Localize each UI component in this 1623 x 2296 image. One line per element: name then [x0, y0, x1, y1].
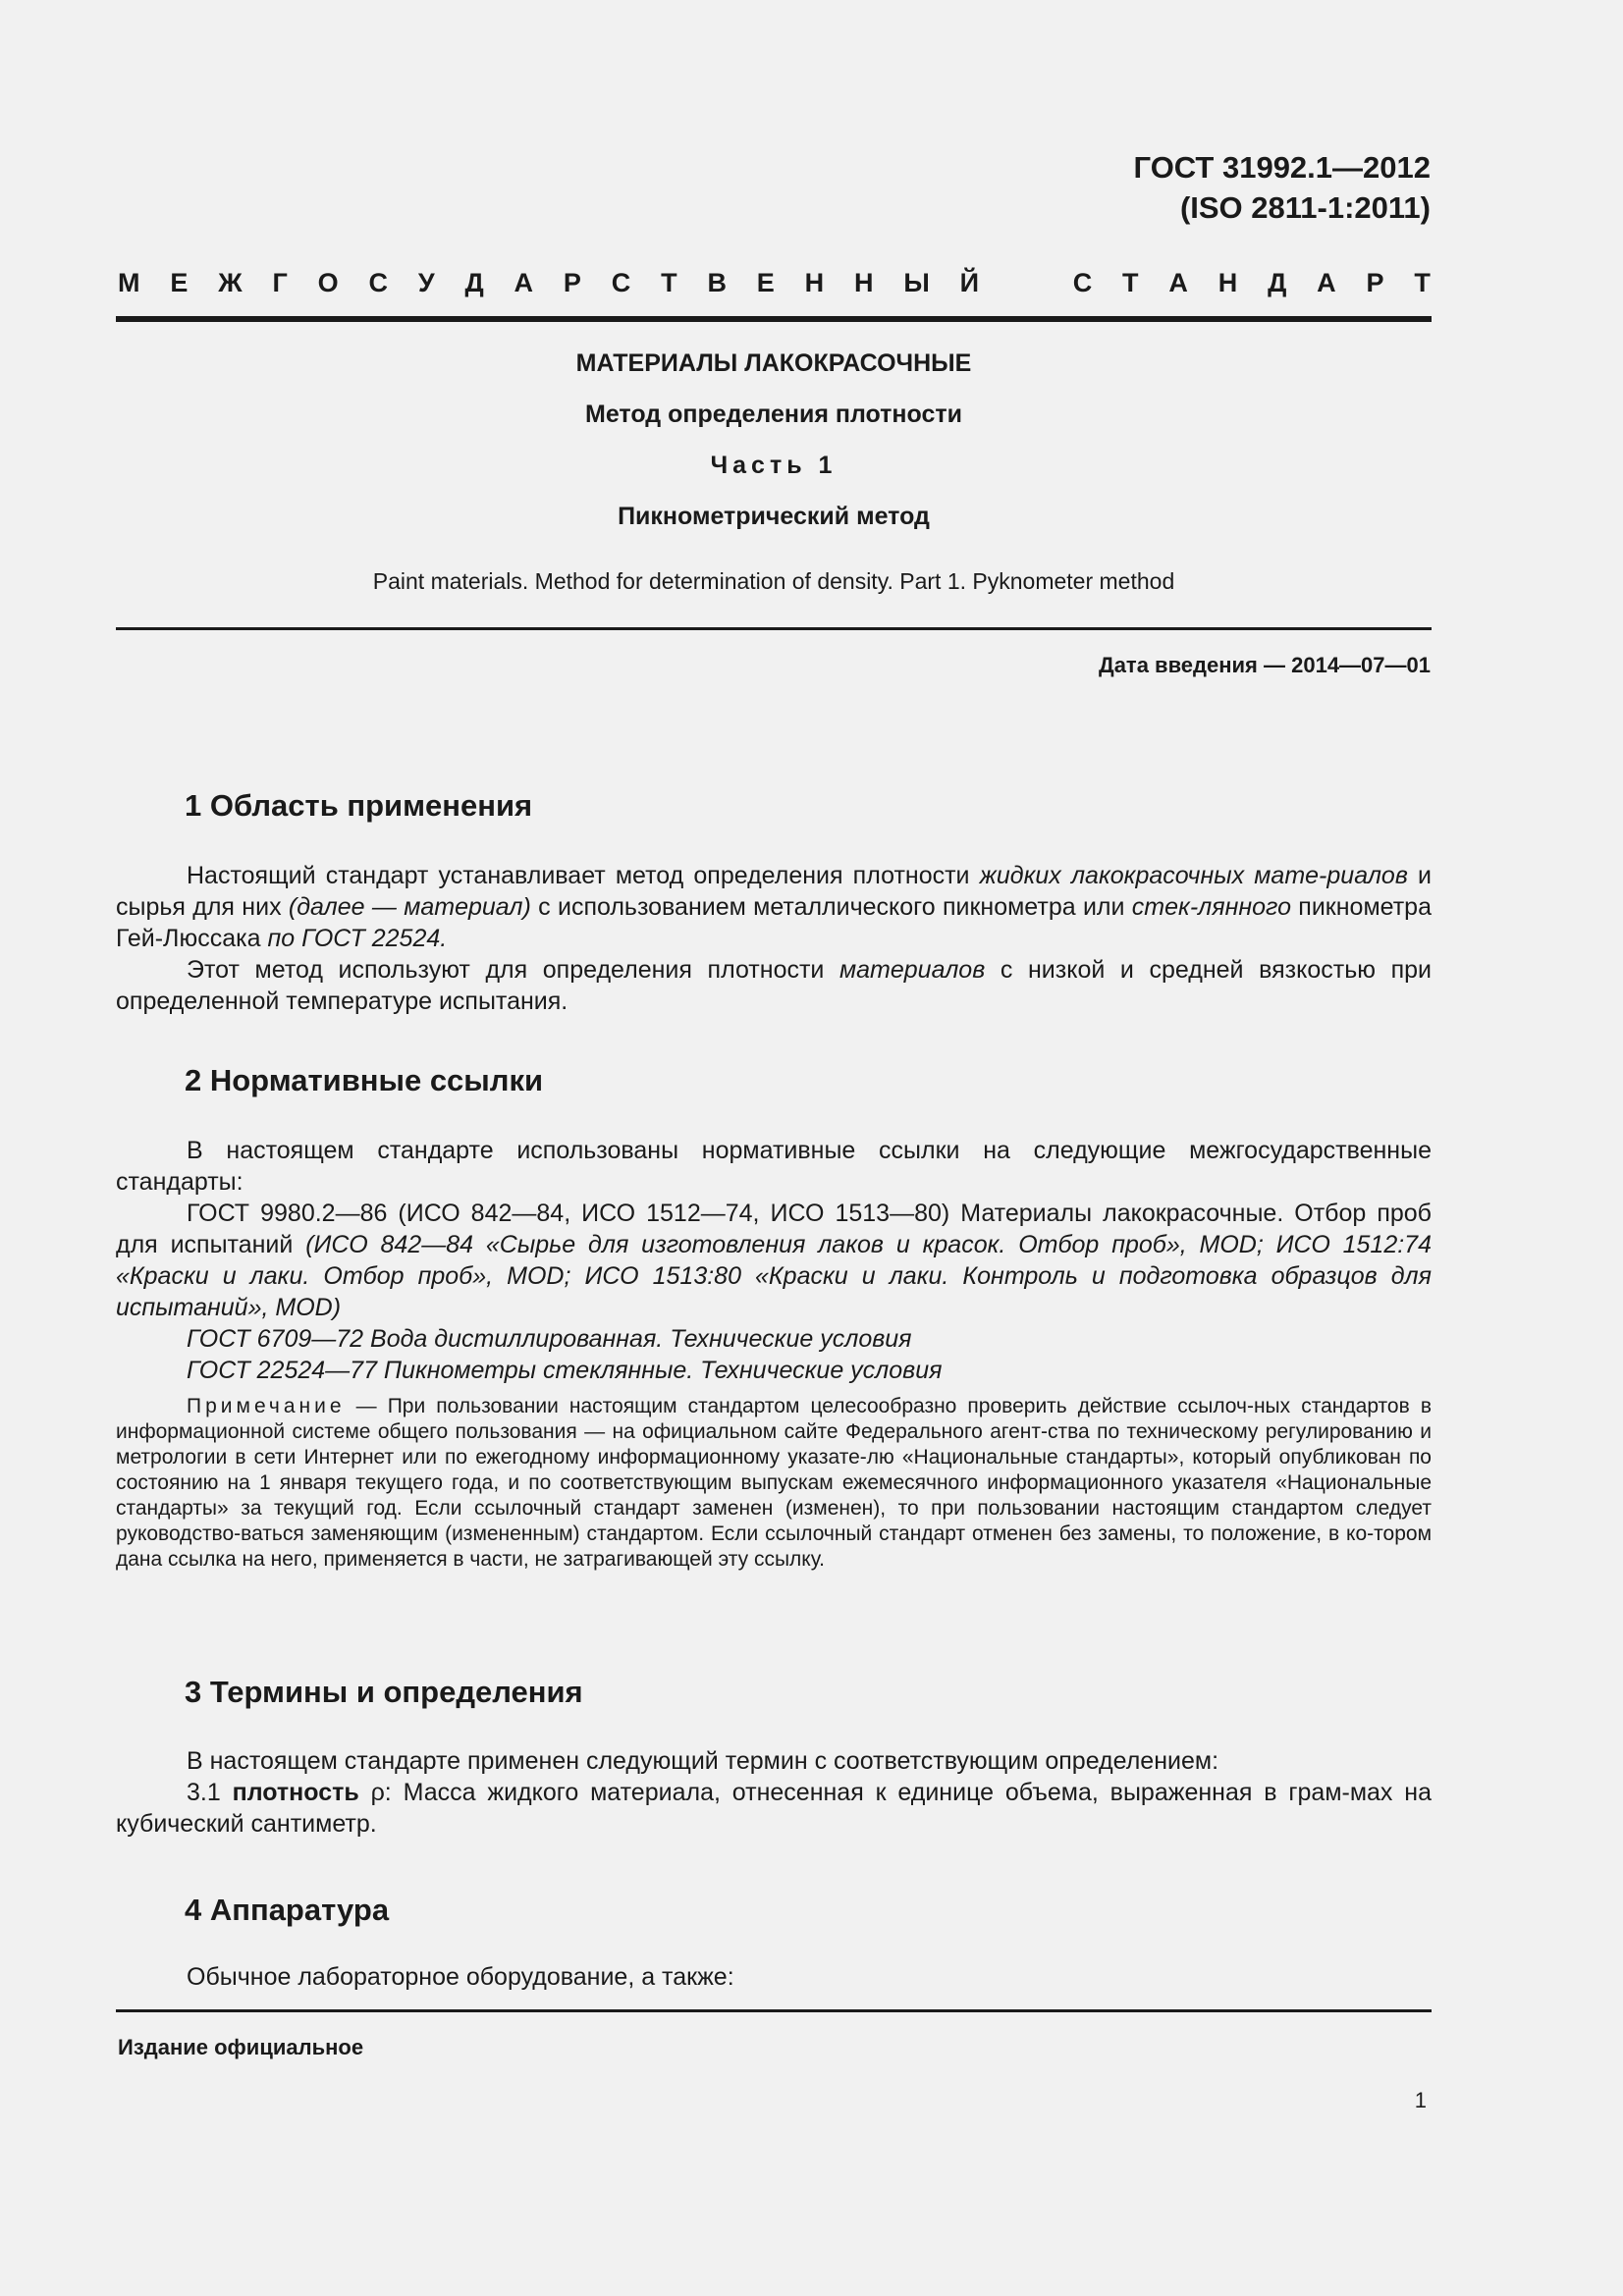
text-run-italic: по ГОСТ 22524. — [267, 925, 448, 952]
section-1-heading: 1 Область применения — [185, 788, 533, 823]
banner-letter: Д — [464, 267, 484, 297]
text-run: и сырья для них — [116, 862, 1432, 921]
banner-letter: Т — [1414, 267, 1431, 297]
banner-letter: У — [417, 267, 435, 297]
banner-letter: Н — [1217, 267, 1238, 297]
section-2-heading: 2 Нормативные ссылки — [185, 1063, 544, 1097]
text-run: Настоящий стандарт устанавливает метод определения плотности — [187, 862, 980, 889]
note-label: Примечание — [187, 1395, 346, 1417]
banner-letter: Д — [1268, 267, 1287, 297]
section-4-paragraph-1: Обычное лабораторное оборудование, а также: — [187, 1963, 734, 1991]
interstate-standard-banner — [118, 265, 1431, 300]
banner-letter: О — [317, 267, 339, 297]
banner-letter: Р — [563, 267, 581, 297]
text-run: пикнометра Гей-Люссака — [116, 893, 1432, 952]
references-note — [116, 1394, 1432, 1573]
banner-letter: А — [1168, 267, 1188, 297]
banner-letter: Т — [1122, 267, 1139, 297]
section-3-body — [116, 1745, 1432, 1840]
text-run-italic: стек-лянного — [1131, 893, 1291, 921]
banner-letter: Й — [959, 267, 980, 297]
section-1-paragraph-2 — [116, 954, 1432, 1017]
term-word: плотность — [232, 1779, 359, 1806]
title-rule — [116, 627, 1432, 630]
reference-gost-6709 — [116, 1323, 1432, 1355]
section-4-body — [116, 1961, 1432, 1993]
text-run-italic: материалов — [839, 956, 986, 984]
banner-letter: Р — [1366, 267, 1384, 297]
text-run: с низкой и средней вязкостью при определенной температуре испытания. — [116, 956, 1432, 1015]
banner-letter: А — [514, 267, 534, 297]
document-number-iso: (ISO 2811-1:2011) — [1179, 190, 1431, 225]
banner-letter: С — [1072, 267, 1093, 297]
banner-letter: С — [611, 267, 631, 297]
term-symbol: ρ: — [358, 1779, 392, 1806]
title-line-2: Метод определения плотности — [585, 400, 962, 428]
section-4-heading: 4 Аппаратура — [185, 1893, 390, 1927]
section-1-body — [116, 860, 1432, 1017]
banner-letter: Е — [756, 267, 775, 297]
banner-letter: М — [118, 267, 140, 297]
section-3-paragraph-1: В настоящем стандарте применен следующий термин с соответствующим определением: — [187, 1747, 1219, 1775]
banner-letter: Н — [804, 267, 825, 297]
banner-letter: Е — [170, 267, 189, 297]
section-1-paragraph-1 — [116, 860, 1432, 954]
banner-letter: Ж — [218, 267, 243, 297]
title-line-4: Пикнометрический метод — [618, 503, 930, 530]
page-number: 1 — [1414, 2088, 1427, 2112]
banner-letter: Г — [272, 267, 288, 297]
text-run: с использованием металлического пикнометра или — [530, 893, 1132, 921]
banner-letter: Т — [661, 267, 677, 297]
section-2-body — [116, 1135, 1432, 1573]
text-run: ГОСТ 9980.2—86 (ИСО 842—84, ИСО 1512—74, ИСО 1513—80) Материалы лакокрасочные. Отбор проб для испытаний — [116, 1200, 1432, 1258]
text-run: Этот метод используют для определения плотности — [187, 956, 839, 984]
text-run-italic: жидких лакокрасочных мате-риалов — [979, 862, 1408, 889]
text-run-italic: (далее — материал) — [288, 893, 531, 921]
section-2-paragraph-1: В настоящем стандарте использованы нормативные ссылки на следующие межгосударственные стандарты: — [116, 1137, 1432, 1196]
title-part: Часть 1 — [710, 452, 838, 479]
document-number — [1134, 147, 1431, 228]
term-density — [116, 1777, 1432, 1840]
text-run-italic: ГОСТ 22524—77 Пикнометры стеклянные. Технические условия — [187, 1357, 943, 1384]
term-number: 3.1 — [187, 1779, 233, 1806]
note-text: — При пользовании настоящим стандартом целесообразно проверить действие ссылоч-ных стандартов в информационной системе общего пользования — на официальном сайте Федерального агент-ства по техническому регулированию и метрологии в сети Интернет или по ежегодному информационному указате-лю «Национальные стандарты», который опубликован по состоянию на 1 января текущего года, и по соответствующим выпускам ежемесячного информационного указателя «Национальные стандарты» за текущий год. Если ссылочный стандарт заменен (изменен), то при пользовании настоящим стандартом следует руководство-ваться заменяющим (измененным) стандартом. Если ссылочный стандарт отменен без замены, то положение, в ко-тором дана ссылка на него, применяется в части, не затрагивающей эту ссылку. — [116, 1395, 1432, 1571]
title-line-1: МАТЕРИАЛЫ ЛАКОКРАСОЧНЫЕ — [575, 349, 972, 377]
document-number-gost: ГОСТ 31992.1—2012 — [1133, 150, 1431, 185]
reference-gost-22524 — [116, 1355, 1432, 1386]
reference-gost-9980 — [116, 1198, 1432, 1323]
header-rule — [116, 316, 1432, 322]
introduction-date: Дата введения — 2014—07—01 — [1099, 653, 1431, 677]
banner-letter: А — [1317, 267, 1336, 297]
banner-letter: С — [368, 267, 388, 297]
banner-letter: Н — [853, 267, 874, 297]
section-3-heading: 3 Термины и определения — [185, 1675, 583, 1709]
title-english: Paint materials. Method for determination of density. Part 1. Pyknometer method — [372, 568, 1175, 594]
footer-rule — [116, 2009, 1432, 2012]
text-run-italic: ГОСТ 6709—72 Вода дистиллированная. Технические условия — [187, 1325, 912, 1353]
banner-letter: В — [707, 267, 727, 297]
term-definition: Масса жидкого материала, отнесенная к единице объема, выраженная в грам-мах на кубический сантиметр. — [116, 1779, 1432, 1838]
banner-letter: Ы — [903, 267, 930, 297]
text-run-italic: (ИСО 842—84 «Сырье для изготовления лаков и красок. Отбор проб», MOD; ИСО 1512:74 «Краски и лаки. Отбор проб», MOD; ИСО 1513:80 «Краски и лаки. Контроль и подготовка образцов для испытаний», MOD) — [116, 1231, 1432, 1321]
official-edition-label: Издание официальное — [118, 2035, 364, 2059]
